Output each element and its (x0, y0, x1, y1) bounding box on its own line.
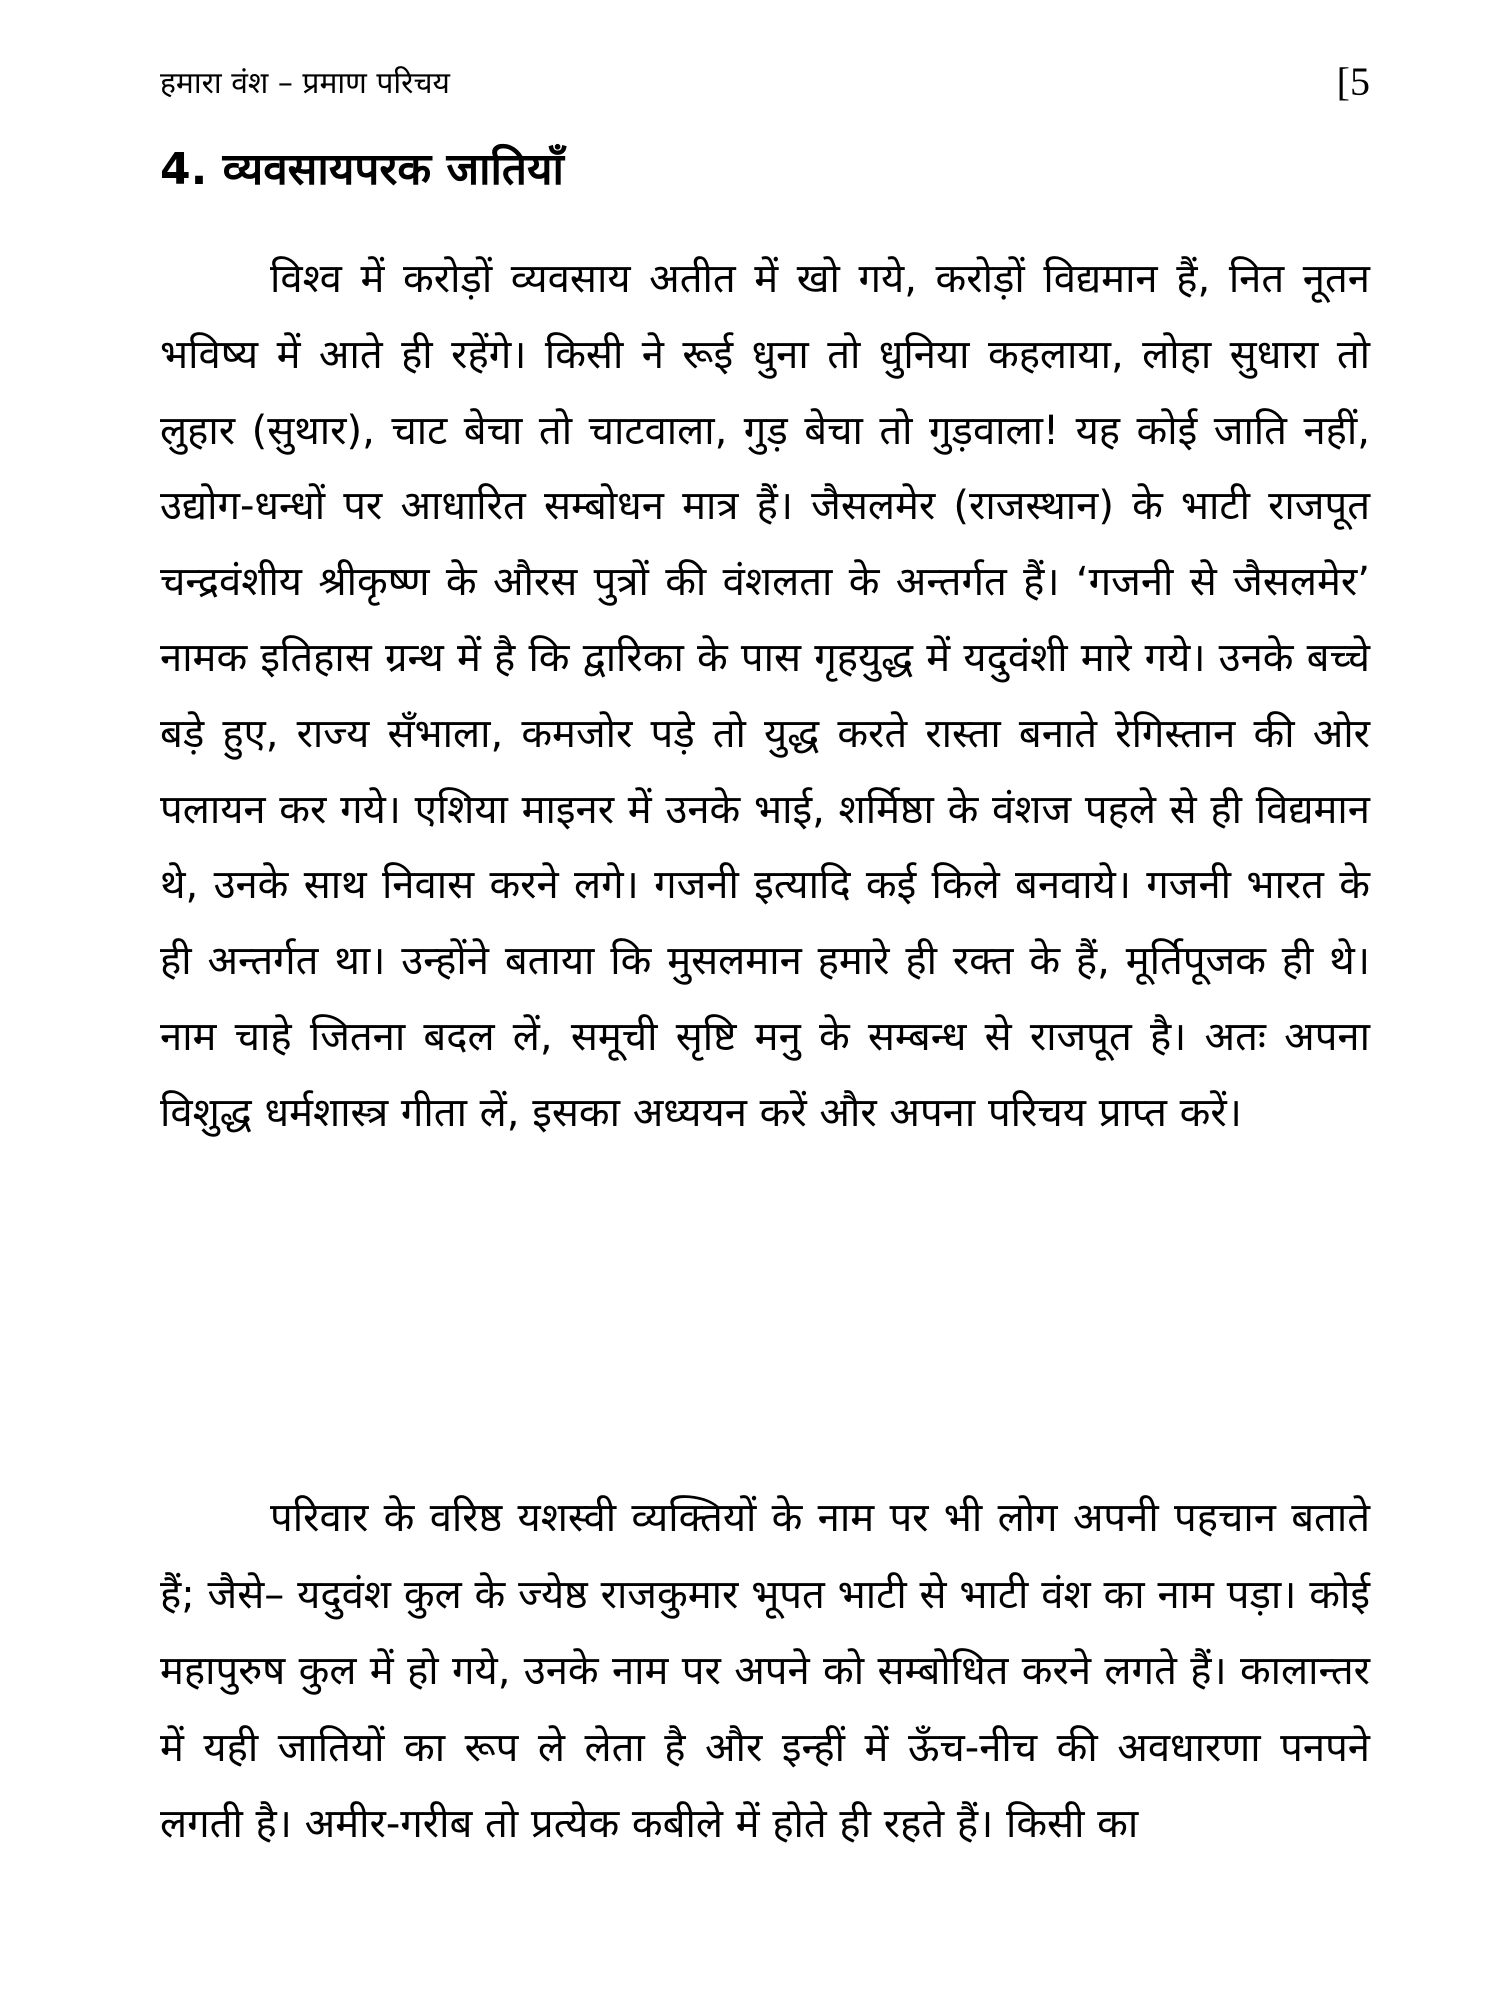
page-number: [5 (1336, 59, 1370, 104)
section-heading: 4. व्यवसायपरक जातियाँ (160, 144, 564, 195)
body-paragraph-1: विश्व में करोड़ों व्यवसाय अतीत में खो गये, करोड़ों विद्यमान हैं, नित नूतन भविष्य में आते ही रहेंगे। किसी ने रूई धुना तो धुनिया कहलाया, लोहा सुधारा तो लुहार (सुथार), चाट बेचा तो चाटवाला, गुड़ बेचा तो गुड़वाला! यह कोई जाति नहीं, उद्योग-धन्धों पर आधारित सम्बोधन मात्र हैं। जैसलमेर (राजस्थान) के भाटी राजपूत चन्द्रवंशीय श्रीकृष्ण के औरस पुत्रों की वंशलता के अन्तर्गत हैं। ‘गजनी से जैसलमेर’ नामक इतिहास ग्रन्थ में है कि द्वारिका के पास गृहयुद्ध में यदुवंशी मारे गये। उनके बच्चे बड़े हुए, राज्य सँभाला, कमजोर पड़े तो युद्ध करते रास्ता बनाते रेगिस्तान की ओर पलायन कर गये। एशिया माइनर में उनके भाई, शर्मिष्ठा के वंशज पहले से ही विद्यमान थे, उनके साथ निवास करने लगे। गजनी इत्यादि कई किले बनवाये। गजनी भारत के ही अन्तर्गत था। उन्होंने बताया कि मुसलमान हमारे ही रक्त के हैं, मूर्तिपूजक ही थे। नाम चाहे जितना बदल लें, समूची सृष्टि मनु के सम्बन्ध से राजपूत है। अतः अपना विशुद्ध धर्मशास्त्र गीता लें, इसका अध्ययन करें और अपना परिचय प्राप्त करें। (160, 256, 1370, 1136)
body-paragraph-2: परिवार के वरिष्ठ यशस्वी व्यक्तियों के नाम पर भी लोग अपनी पहचान बताते हैं; जैसे– यदुवंश कुल के ज्येष्ठ राजकुमार भूपत भाटी से भाटी वंश का नाम पड़ा। कोई महापुरुष कुल में हो गये, उनके नाम पर अपने को सम्बोधित करने लगते हैं। कालान्तर में यही जातियों का रूप ले लेता है और इन्हीं में ऊँच-नीच की अवधारणा पनपने लगती है। अमीर-गरीब तो प्रत्येक कबीले में होते ही रहते हैं। किसी का (160, 1495, 1370, 1847)
running-header-title: हमारा वंश – प्रमाण परिचय (160, 66, 450, 101)
running-header (160, 60, 1370, 110)
